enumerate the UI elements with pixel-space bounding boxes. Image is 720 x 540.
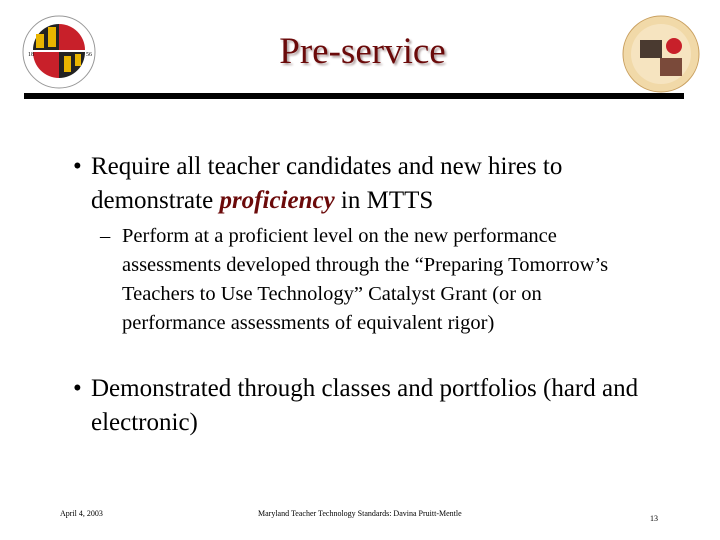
dash-icon: – — [100, 225, 111, 247]
bullet-icon: • — [73, 153, 82, 180]
bullet-icon: • — [73, 375, 82, 402]
title-divider — [24, 93, 684, 99]
page-number: 13 — [650, 514, 658, 523]
emphasis-proficiency: proficiency — [219, 187, 335, 214]
footer-title: Maryland Teacher Technology Standards: Davina Pruitt-Mentle — [258, 509, 462, 518]
sub-bullet-1: Perform at a proficient level on the new performance assessments developed through the “Preparing Tomorrow’s Teachers to Use Technology” Catalyst Grant (or on performance assessments of equivalent rigor) — [122, 225, 609, 334]
slide-title: Pre-service — [279, 31, 446, 72]
svg-text:56: 56 — [86, 52, 92, 58]
bullet-2: Demonstrated through classes and portfolios (hard and electronic) — [91, 375, 639, 436]
svg-text:18: 18 — [28, 52, 34, 58]
bullet-1: Require all teacher candidates and new hires to demonstrate proficiency in MTTS — [91, 153, 563, 214]
footer-date: April 4, 2003 — [60, 509, 103, 518]
